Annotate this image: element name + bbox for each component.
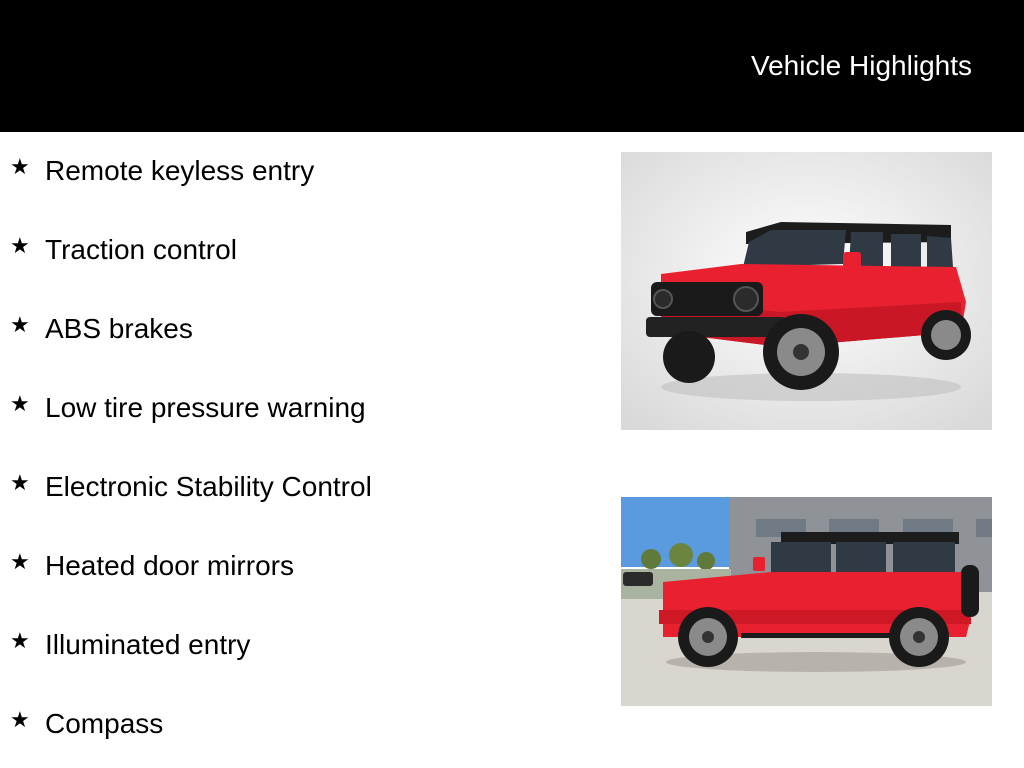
feature-label: Low tire pressure warning [45, 392, 366, 423]
feature-item [0, 614, 600, 693]
feature-label: Traction control [45, 234, 237, 265]
feature-label: Compass [45, 708, 164, 739]
feature-label: Remote keyless entry [45, 155, 315, 186]
star-icon: ★ [10, 470, 30, 495]
star-icon: ★ [10, 312, 30, 337]
vehicle-front-image [621, 152, 992, 430]
feature-label: Illuminated entry [45, 629, 251, 660]
feature-item [0, 693, 600, 768]
star-icon: ★ [10, 154, 30, 179]
feature-label: ABS brakes [45, 313, 193, 344]
feature-label: Heated door mirrors [45, 550, 294, 581]
header-bar [0, 0, 1024, 132]
star-icon: ★ [10, 707, 30, 732]
vehicle-side-image [621, 497, 992, 706]
feature-item [0, 219, 600, 298]
star-icon: ★ [10, 549, 30, 574]
vehicle-photo-front [621, 152, 992, 430]
feature-item [0, 456, 600, 535]
star-icon: ★ [10, 391, 30, 416]
feature-item [0, 377, 600, 456]
feature-item [0, 298, 600, 377]
feature-list [0, 140, 600, 768]
feature-label: Electronic Stability Control [45, 471, 372, 502]
feature-item [0, 140, 600, 219]
vehicle-photo-side [621, 497, 992, 706]
star-icon: ★ [10, 628, 30, 653]
feature-item [0, 535, 600, 614]
page-title: Vehicle Highlights [750, 50, 972, 81]
star-icon: ★ [10, 233, 30, 258]
